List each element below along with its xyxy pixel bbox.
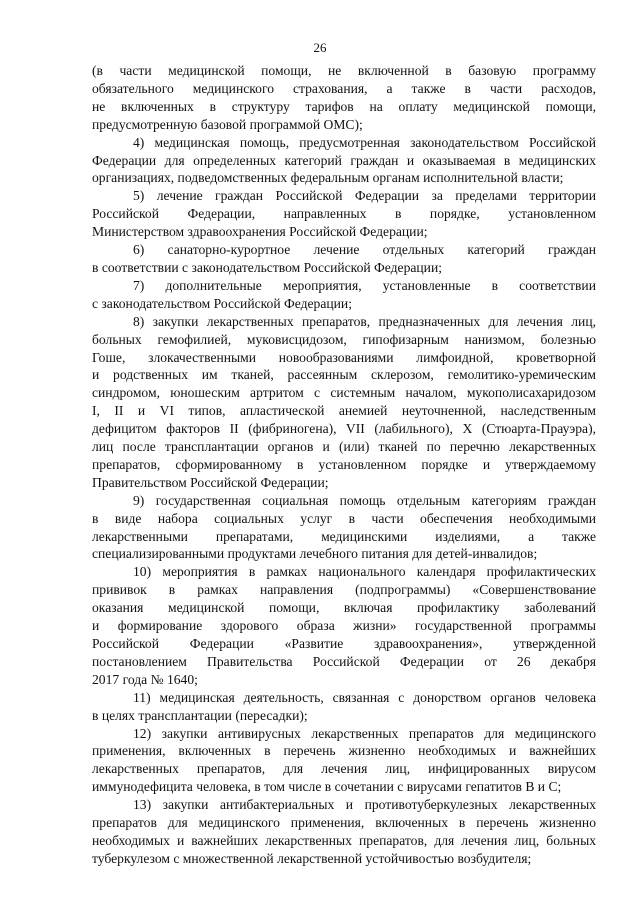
paragraph	[92, 187, 596, 241]
paragraph	[92, 492, 596, 564]
text-line: лекарственных препаратов, для лечения лиц, инфицированных вирусом	[92, 761, 596, 777]
text-line: прививок в рамках направления (подпрограммы) «Совершенствование	[92, 582, 596, 598]
text-line: туберкулезом с множественной лекарственной устойчивостью возбудителя;	[92, 850, 532, 866]
text-line: 12) закупки антивирусных лекарственных препаратов для медицинского	[133, 725, 596, 741]
paragraph	[92, 134, 596, 188]
text-line: лекарственными препаратами, медицинскими изделиями, а также	[92, 528, 596, 544]
page-number: 26	[313, 40, 327, 55]
text-line: 11) медицинская деятельность, связанная с донорством органов человека	[133, 689, 596, 705]
text-line: препаратов для медицинского применения, включенных в перечень жизненно	[92, 815, 596, 831]
paragraph	[92, 241, 596, 277]
text-line: Российской Федерации, направленных в порядке, установленном	[92, 206, 596, 222]
text-line: в виде набора социальных услуг в части обеспечения необходимыми	[92, 510, 596, 526]
text-line: Гоше, злокачественными новообразованиями лимфоидной, кроветворной	[92, 349, 596, 365]
text-line: 13) закупки антибактериальных и противотуберкулезных лекарственных	[133, 797, 596, 813]
text-line: 7) дополнительные мероприятия, установленные в соответствии	[133, 277, 596, 293]
text-line: 10) мероприятия в рамках национального календаря профилактических	[133, 564, 596, 580]
text-line: организациях, подведомственных федеральным органам исполнительной власти;	[92, 170, 564, 186]
paragraph	[92, 277, 596, 313]
text-line: Федерации для определенных категорий граждан и оказываемая в медицинских	[92, 152, 596, 168]
text-line: больных гемофилией, муковисцидозом, гипофизарным нанизмом, болезнью	[92, 331, 596, 347]
text-line: синдромом, юношеским артритом с системным началом, мукополисахаридозом	[92, 385, 596, 401]
paragraph	[92, 689, 596, 725]
text-line: необходимых и важнейших лекарственных препаратов, для лечения лиц, больных	[92, 832, 596, 848]
paragraph	[92, 62, 596, 134]
text-line: 8) закупки лекарственных препаратов, предназначенных для лечения лиц,	[133, 313, 596, 329]
text-line: и формирование здорового образа жизни» государственной программы	[92, 618, 596, 634]
document-body	[92, 62, 596, 868]
text-line: препаратов, сформированному в установленном порядке и утверждаемому	[92, 456, 596, 472]
text-line: I, II и VI типов, апластической анемией неуточненной, наследственным	[92, 403, 596, 419]
text-line: дефицитом факторов II (фибриногена), VII (лабильного), X (Стюарта-Прауэра),	[92, 421, 596, 437]
text-line: в соответствии с законодательством Российской Федерации;	[92, 259, 443, 275]
text-line: Правительством Российской Федерации;	[92, 474, 329, 490]
text-line: предусмотренную базовой программой ОМС);	[92, 116, 363, 132]
text-line: иммунодефицита человека, в том числе в сочетании с вирусами гепатитов В и С;	[92, 779, 562, 795]
text-line: и родственных им тканей, рассеянным склерозом, гемолитико-уремическим	[92, 367, 596, 383]
text-line: с законодательством Российской Федерации;	[92, 295, 352, 311]
text-line: Министерством здравоохранения Российской Федерации;	[92, 224, 428, 240]
text-line: 4) медицинская помощь, предусмотренная законодательством Российской	[133, 134, 596, 150]
text-line: специализированными продуктами лечебного питания для детей-инвалидов;	[92, 546, 538, 562]
text-line: постановлением Правительства Российской Федерации от 26 декабря	[92, 653, 596, 669]
text-line: 9) государственная социальная помощь отдельным категориям граждан	[133, 492, 596, 508]
paragraph	[92, 725, 596, 797]
text-line: лиц после трансплантации органов и (или) тканей по перечню лекарственных	[92, 439, 596, 455]
text-line: применения, включенных в перечень жизненно необходимых и важнейших	[92, 743, 596, 759]
text-line: не включенных в структуру тарифов на оплату медицинской помощи,	[92, 98, 596, 114]
text-line: 2017 года № 1640;	[92, 671, 198, 687]
text-line: 6) санаторно-курортное лечение отдельных категорий граждан	[133, 242, 596, 258]
text-line: оказания медицинской помощи, включая профилактику заболеваний	[92, 600, 596, 616]
paragraph	[92, 796, 596, 868]
text-line: Российской Федерации «Развитие здравоохранения», утвержденной	[92, 636, 596, 651]
text-line: в целях трансплантации (пересадки);	[92, 707, 308, 723]
paragraph	[92, 313, 596, 492]
text-line: 5) лечение граждан Российской Федерации за пределами территории	[133, 188, 596, 204]
paragraph	[92, 563, 596, 688]
text-line: обязательного медицинского страхования, а также в части расходов,	[92, 80, 596, 96]
text-line: (в части медицинской помощи, не включенной в базовую программу	[92, 63, 596, 78]
